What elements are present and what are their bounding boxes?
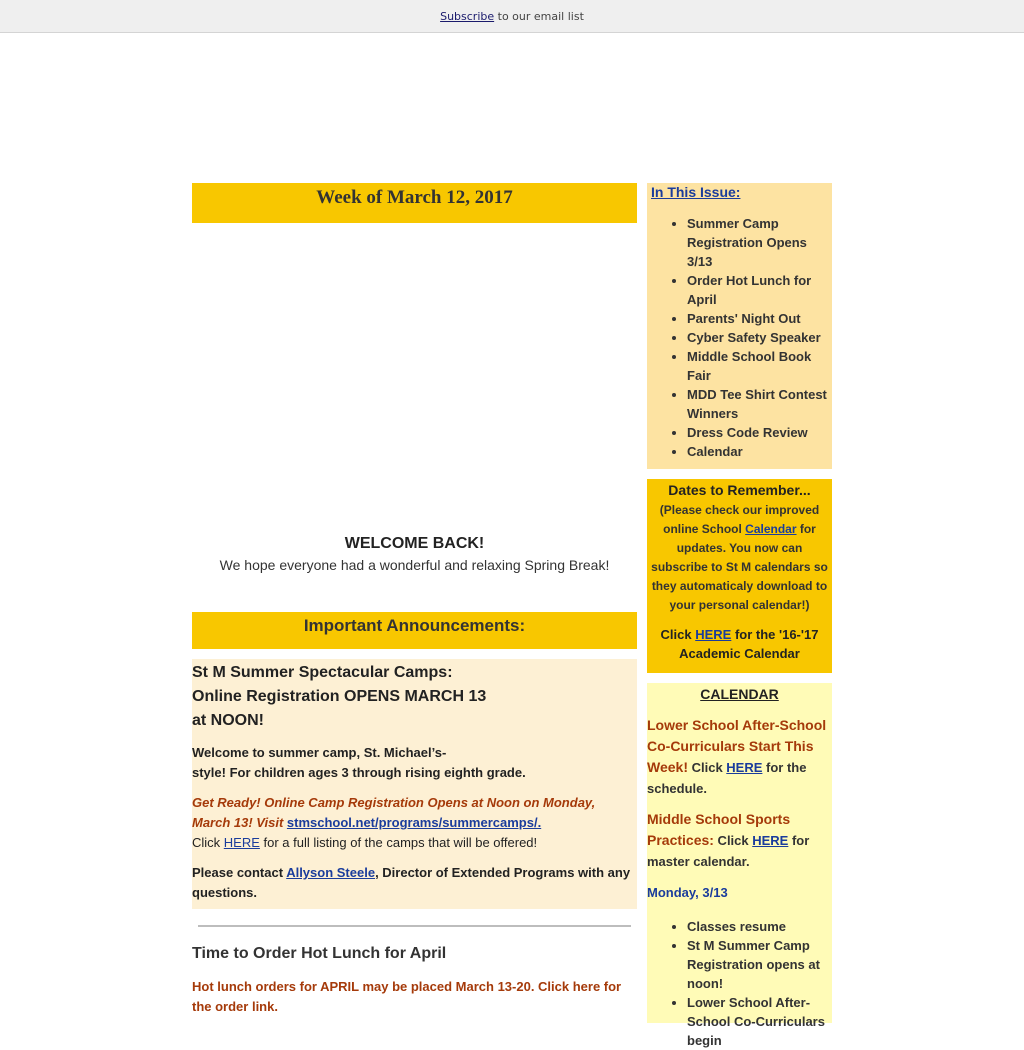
- dates-to-remember-box: [647, 479, 832, 673]
- section-divider: [198, 925, 631, 927]
- click-prefix: Click: [192, 835, 224, 850]
- middle-click-suffix: for master calendar.: [647, 833, 810, 869]
- academic-click-prefix: Click: [660, 627, 696, 642]
- academic-click-suffix: for the '16-'17 Academic Calendar: [679, 627, 819, 661]
- camps-heading-line3: at NOON!: [192, 712, 264, 729]
- issue-item: • Cyber Safety Speaker: [687, 328, 832, 347]
- announcements-header: Important Announcements:: [192, 612, 637, 649]
- dates-note-suffix: for updates. You now can subscribe to St M calendars so they automaticaly download to your personal calendar!): [651, 522, 828, 612]
- calendar-day: Monday, 3/13: [647, 885, 728, 900]
- calendar-day-item: • St M Summer Camp Registration opens at noon!: [687, 936, 832, 993]
- calendar-day-item: • Classes resume: [687, 917, 832, 936]
- in-this-issue-box: [647, 183, 832, 469]
- sidebar: [647, 183, 832, 1048]
- issue-item: • Dress Code Review: [687, 423, 832, 442]
- calendar-day-list: [647, 917, 832, 1050]
- lower-school-lead: Lower School After-School Co-Curriculars Start This Week!: [647, 717, 827, 775]
- in-this-issue-title: [651, 184, 832, 200]
- camps-contact: [192, 863, 637, 903]
- camps-heading-line2: Online Registration OPENS MARCH 13: [192, 688, 487, 705]
- welcome-text: We hope everyone had a wonderful and relaxing Spring Break!: [219, 557, 610, 573]
- issue-item: • Calendar: [687, 442, 832, 461]
- get-ready-text: Get Ready! Online Camp Registration Opens at Noon on Monday, March 13! Visit: [192, 795, 596, 830]
- camps-intro-line2: style! For children ages 3 through rising eighth grade.: [192, 765, 526, 780]
- subscribe-bar: [0, 0, 1024, 33]
- issue-item: • Middle School Book Fair: [687, 347, 832, 385]
- camps-heading-line1: St M Summer Spectacular Camps:: [192, 664, 453, 681]
- click-suffix: for a full listing of the camps that will be offered!: [259, 835, 538, 850]
- lunch-title: Time to Order Hot Lunch for April: [192, 945, 447, 962]
- middle-school-here-link[interactable]: HERE: [752, 833, 789, 848]
- camps-intro: [192, 743, 637, 783]
- subscribe-link[interactable]: Subscribe: [440, 10, 495, 23]
- middle-school-item: [647, 809, 832, 872]
- middle-click-prefix: Click: [713, 833, 753, 848]
- middle-school-lead: Middle School Sports Practices:: [647, 811, 791, 848]
- contact-prefix: Please contact: [192, 865, 287, 880]
- issue-list: [651, 214, 832, 461]
- camps-section: [192, 659, 637, 909]
- camps-intro-line1: Welcome to summer camp, St. Michael’s-: [192, 745, 447, 760]
- dates-note: [647, 501, 832, 615]
- calendar-box: [647, 683, 832, 1048]
- camps-click-line: [192, 833, 637, 853]
- camps-url-link[interactable]: stmschool.net/programs/summercamps/.: [286, 815, 542, 830]
- camps-get-ready: [192, 793, 637, 833]
- calendar-day-item: • Lower School After-School Co-Curriculars begin: [687, 993, 832, 1050]
- camps-here-link[interactable]: HERE: [223, 835, 260, 850]
- subscribe-text: to our email list: [494, 10, 584, 23]
- camps-heading: [192, 661, 637, 733]
- header-image-area: [192, 223, 637, 523]
- dates-title: Dates to Remember...: [668, 482, 811, 498]
- calendar-title: CALENDAR: [700, 686, 779, 702]
- lower-school-here-link[interactable]: HERE: [726, 760, 763, 775]
- lower-click-suffix: for the schedule.: [647, 760, 807, 796]
- issue-item: • Summer Camp Registration Opens 3/13: [687, 214, 832, 271]
- lunch-text: Hot lunch orders for APRIL may be placed March 13-20. Click here for the order link.: [192, 979, 622, 1014]
- contact-suffix: , Director of Extended Programs with any questions.: [192, 865, 631, 900]
- allyson-steele-link[interactable]: Allyson Steele: [286, 865, 376, 880]
- issue-item: • MDD Tee Shirt Contest Winners: [687, 385, 832, 423]
- issue-item: • Order Hot Lunch for April: [687, 271, 832, 309]
- academic-calendar-line: [647, 625, 832, 663]
- issue-item: • Parents' Night Out: [687, 309, 832, 328]
- in-this-issue-link[interactable]: In This Issue:: [651, 184, 741, 200]
- welcome-title: WELCOME BACK!: [344, 535, 485, 552]
- academic-calendar-link[interactable]: HERE: [695, 627, 732, 642]
- week-header: Week of March 12, 2017: [192, 183, 637, 223]
- school-calendar-link[interactable]: Calendar: [745, 522, 797, 536]
- main-column: [192, 183, 637, 1017]
- lower-click-prefix: Click: [687, 760, 727, 775]
- lower-school-item: [647, 715, 832, 799]
- dates-note-prefix: (Please check our improved online School: [659, 503, 820, 536]
